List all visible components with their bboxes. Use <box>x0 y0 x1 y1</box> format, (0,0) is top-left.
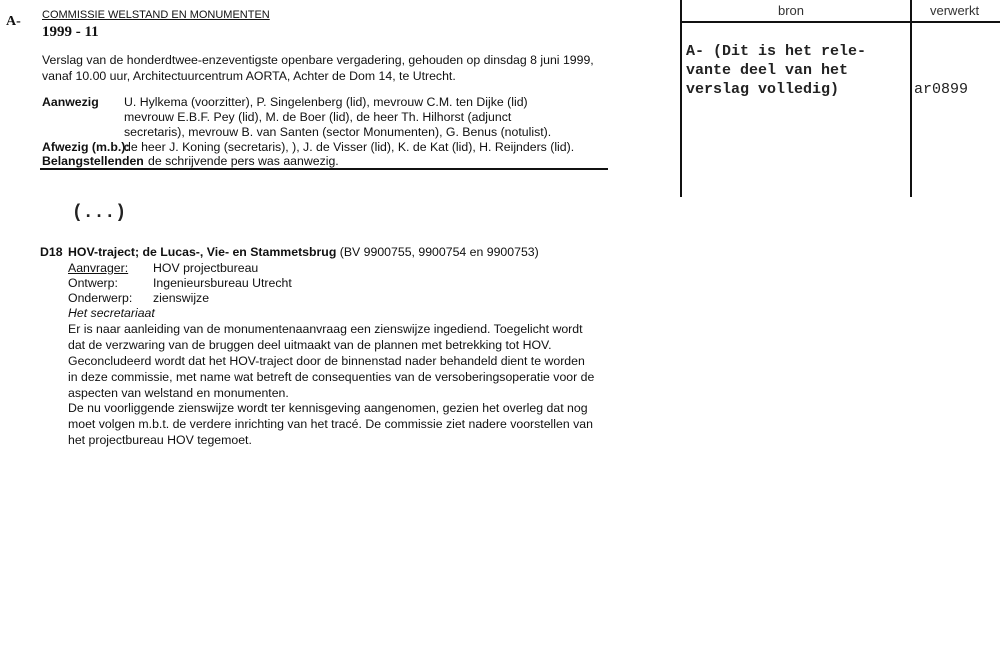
header-bron: bron <box>778 3 805 18</box>
attendance-line: U. Hylkema (voorzitter), P. Singelenberg (lid), mevrouw C.M. ten Dijke (lid) <box>124 95 528 109</box>
margin-mark: A- <box>6 14 21 29</box>
body-line: De nu voorliggende zienswijze wordt ter kennisgeving aangenomen, gezien het overleg dat nog <box>68 401 588 415</box>
header-verwerkt: verwerkt <box>930 3 980 18</box>
bron-line: verslag volledig) <box>686 81 840 98</box>
bron-line: vante deel van het <box>686 62 849 79</box>
field-value: HOV projectbureau <box>153 261 259 275</box>
item-title: HOV-traject; de Lucas-, Vie- en Stammetsbrug <box>68 245 337 259</box>
interested-label: Belangstellenden <box>42 154 144 168</box>
body-line: dat de verzwaring van de bruggen deel uitmaakt van de plannen met betrekking tot HOV. <box>68 338 552 352</box>
interested-line: de schrijvende pers was aanwezig. <box>148 154 339 168</box>
report-number: 1999 - 11 <box>42 24 99 40</box>
item-refs: (BV 9900755, 9900754 en 9900753) <box>339 245 539 259</box>
body-line: het projectbureau HOV tegemoet. <box>68 433 252 447</box>
item-code: D18 <box>40 245 63 259</box>
absent-label: Afwezig (m.b.): <box>42 140 130 154</box>
bron-line: A- (Dit is het rele- <box>686 43 867 60</box>
table-border <box>680 21 1000 23</box>
field-value: Ingenieursbureau Utrecht <box>153 276 292 290</box>
attendance-line: secretaris), mevrouw B. van Santen (sector Monumenten), G. Benus (notulist). <box>124 125 552 139</box>
table-border <box>680 0 682 197</box>
body-line: aspecten van welstand en monumenten. <box>68 386 289 400</box>
org-name: COMMISSIE WELSTAND EN MONUMENTEN <box>42 9 270 21</box>
body-line: moet volgen m.b.t. de verdere inrichting van het tracé. De commissie ziet nadere voorstellen van <box>68 417 593 431</box>
ellipsis: (...) <box>72 203 127 223</box>
intro-line: vanaf 10.00 uur, Architectuurcentrum AORTA, Achter de Dom 14, te Utrecht. <box>42 69 456 83</box>
section-heading: Het secretariaat <box>68 306 155 320</box>
intro-line: Verslag van de honderdtwee-enzeventigste openbare vergadering, gehouden op dinsdag 8 juni 1999, <box>42 53 594 67</box>
body-line: in deze commissie, met name wat betreft de consequenties van de versoberingsoperatie voor de <box>68 370 595 384</box>
body-line: Geconcludeerd wordt dat het HOV-traject door de binnenstad nader behandeld dient te worden <box>68 354 585 368</box>
table-border <box>910 0 912 197</box>
attendance-line: mevrouw E.B.F. Pey (lid), M. de Boer (lid), de heer Th. Hilhorst (adjunct <box>124 110 512 124</box>
body-line: Er is naar aanleiding van de monumentenaanvraag een zienswijze ingediend. Toegelicht wordt <box>68 322 583 336</box>
verwerkt-code: ar0899 <box>914 81 969 98</box>
attendance-label: Aanwezig <box>42 95 99 109</box>
divider <box>40 168 608 170</box>
absent-line: de heer J. Koning (secretaris), ), J. de Visser (lid), K. de Kat (lid), H. Reijnders (lid). <box>124 140 575 154</box>
field-label: Aanvrager: <box>68 261 129 275</box>
field-value: zienswijze <box>153 291 210 305</box>
field-label: Onderwerp: <box>68 291 133 305</box>
field-label: Ontwerp: <box>68 276 118 290</box>
